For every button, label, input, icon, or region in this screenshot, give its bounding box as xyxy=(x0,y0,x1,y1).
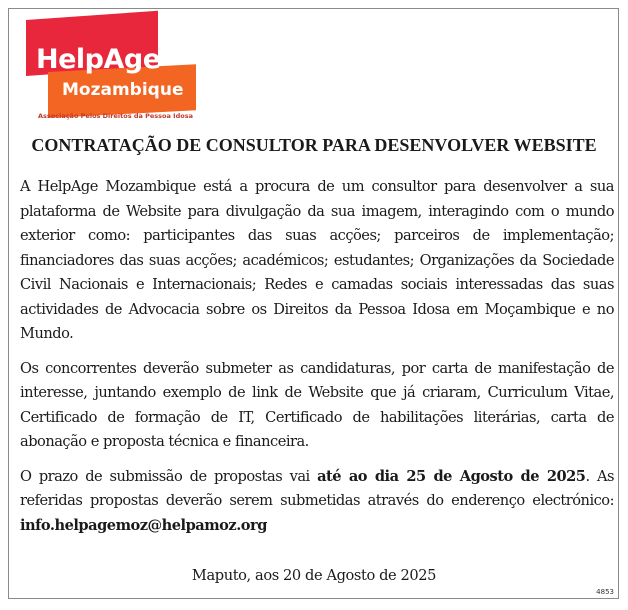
notice-title: CONTRATAÇÃO DE CONSULTOR PARA DESENVOLVER WEBSITE xyxy=(31,135,597,155)
deadline-middle: . As referidas propostas deverão serem submetidas através do enderenço electrónico: xyxy=(20,467,614,509)
notice-body xyxy=(20,175,614,548)
place-date-signature: Maputo, aos 20 de Agosto de 2025 xyxy=(191,567,437,584)
helpage-logo xyxy=(26,20,196,124)
logo-tagline: Associação Pelos Direitos da Pessoa Idosa xyxy=(38,112,193,120)
logo-country-text: Mozambique xyxy=(62,80,184,100)
deadline-date: até ao dia 25 de Agosto de 2025 xyxy=(317,467,586,485)
paragraph-requirements: Os concorrentes deverão submeter as candidaturas, por carta de manifestação de interesse, juntando exemplo de link de Website que já criaram, Curriculum Vitae, Certificado de formação de IT, Certificado de habilitações literárias, carta de abonação e proposta técnica e financeira. xyxy=(20,359,614,450)
contact-email[interactable]: info.helpagemoz@helpamoz.org xyxy=(20,516,267,534)
logo-brand-text: HelpAge xyxy=(36,44,161,75)
paragraph-description: A HelpAge Mozambique está a procura de um consultor para desenvolver a sua plataforma de Website para divulgação da sua imagem, interagindo com o mundo exterior como: participantes das suas acções; parceiros de implementação; financiadores das suas acções; académicos; estudantes; Organizações da Sociedade Civil Nacionais e Internacionais; Redes e camadas sociais interessadas das suas actividades de Advocacia sobre os Direitos da Pessoa Idosa em Moçambique e no Mundo. xyxy=(20,178,614,342)
deadline-intro: O prazo de submissão de propostas vai xyxy=(20,467,318,485)
paragraph-deadline xyxy=(20,465,614,539)
reference-number: 4853 xyxy=(596,588,614,596)
